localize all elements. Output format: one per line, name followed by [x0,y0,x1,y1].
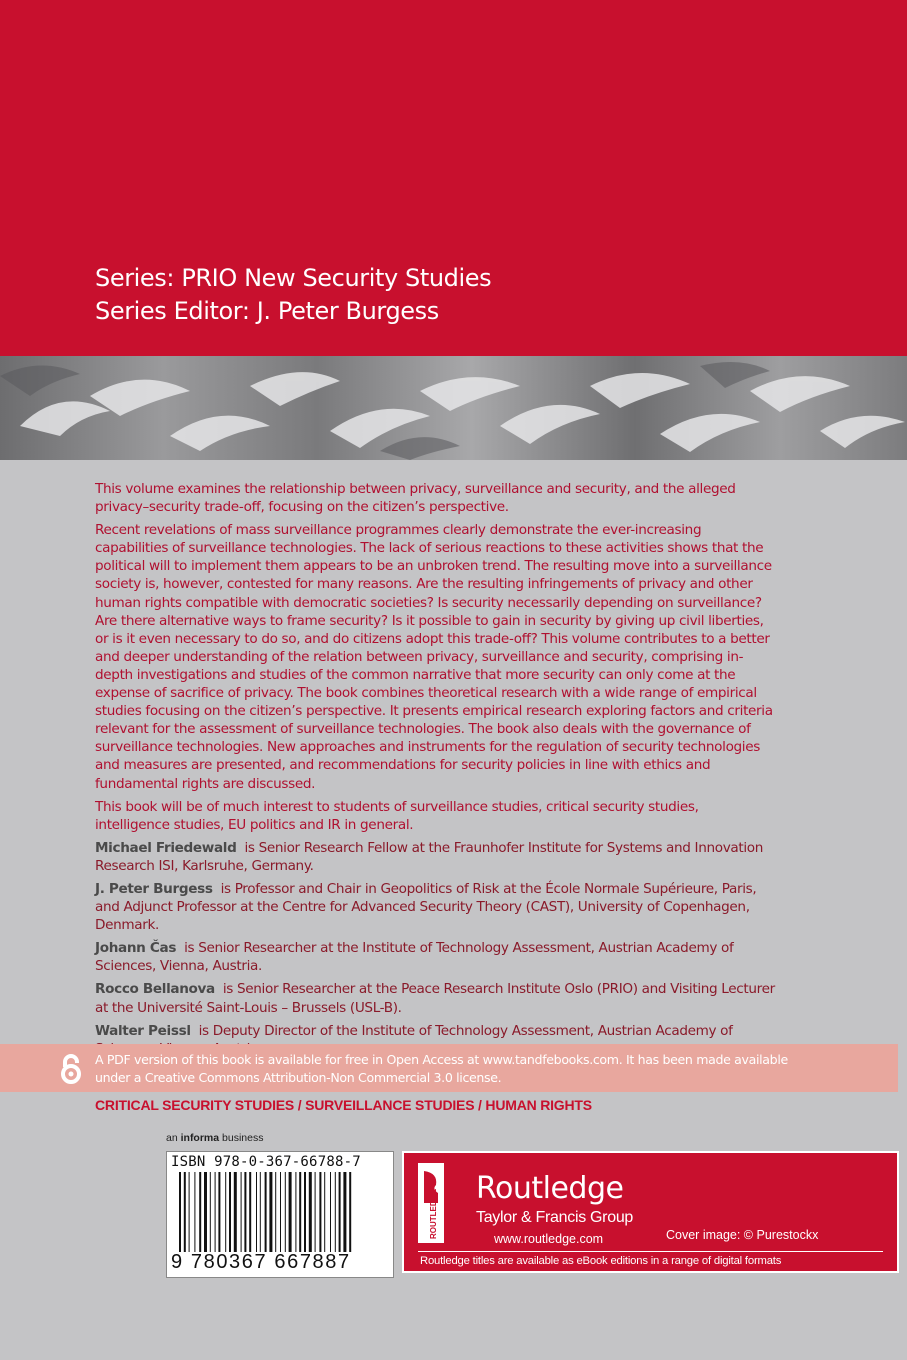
author-name: Walter Peissl [95,1022,191,1039]
series-info [95,262,491,328]
barcode-bar [269,1172,272,1252]
publisher-name: Routledge [476,1171,624,1206]
barcode-bar [324,1172,325,1252]
publisher-url: www.routledge.com [494,1232,604,1246]
barcode-bars [171,1172,387,1252]
barcode-bar [199,1172,201,1252]
barcode-bar [249,1172,251,1252]
barcode-bar [275,1172,276,1252]
blurb-paragraph: Recent revelations of mass surveillance programmes clearly demonstrate the ever-increasing capabilities of surveillance technologies. The lack of serious reactions to these activities shows that the political will to implement them appears to be an unbroken trend. The resulting move into a surveillance society is, however, contested for many reasons. Are the resulting infringements of privacy and other human rights compatible with democratic societies? Is security necessarily depending on surveillance? Are there alternative ways to frame security? Is it possible to gain in security by giving up civil liberties, or is it even necessary to do so, and do citizens adopt this trade-off? This volume contributes to a better and deeper understanding of the relation between privacy, surveillance and security, comprising in-depth investigations and studies of the common narrative that more security can only come at the expense of sacrifice of privacy. The book combines theoretical research with a wide range of empirical studies focusing on the citizen’s perspective. It presents empirical research exploring factors and criteria relevant for the assessment of surveillance technologies. The book also deals with the governance of surveillance technologies. New approaches and instruments for the regulation of security technologies and measures are presented, and recommendations for security policies in line with ethics and fundamental rights are discussed. [95,522,773,792]
author-name: J. Peter Burgess [95,880,213,897]
barcode-bar [295,1172,296,1252]
barcode-bar [234,1172,237,1252]
blurb-paragraph: This book will be of much interest to students of surveillance studies, critical security studies, intelligence studies, EU politics and IR in general. [95,798,699,833]
ebook-note: Routledge titles are available as eBook editions in a range of digital formats [420,1255,782,1267]
barcode-bar [179,1172,181,1252]
author-name: Michael Friedewald [95,839,237,856]
barcode-bar [229,1172,231,1252]
author-bio-text: is Senior Research Fellow at the Fraunhofer Institute for Systems and Innovation Research ISI, Karlsruhe, Germany. [95,839,764,874]
birds-photo-band [0,356,907,460]
barcode-bar [285,1172,286,1252]
barcode-bar [319,1172,321,1252]
informa-suffix: business [222,1132,264,1144]
open-access-notice [95,1051,815,1087]
barcode-bar [339,1172,341,1252]
barcode-bar [210,1172,211,1252]
barcode-bar [241,1172,242,1252]
isbn-barcode [166,1151,394,1278]
subject-categories: CRITICAL SECURITY STUDIES / SURVEILLANCE STUDIES / HUMAN RIGHTS [95,1097,592,1113]
barcode-bar [204,1172,207,1252]
ean-digits: 9 780367 667887 [171,1251,351,1273]
barcode-bar [335,1172,336,1252]
open-access-line: under a Creative Commons Attribution-Non Commercial 3.0 license. [95,1070,502,1085]
barcode-bar [280,1172,281,1252]
barcode-bar [299,1172,301,1252]
divider [418,1251,883,1252]
author-bio [95,980,775,1016]
barcode-bar [256,1172,257,1252]
barcode-bar [244,1172,246,1252]
informa-business-label [166,1132,264,1144]
birds-image [0,356,907,460]
author-bio [95,839,775,875]
author-bio-text: is Senior Researcher at the Peace Research Institute Oslo (PRIO) and Visiting Lecturer at the Université Saint-Louis – Brussels (USL-B). [95,981,775,1016]
barcode-bar [265,1172,267,1252]
informa-prefix: an [166,1132,178,1144]
series-editor: Series Editor: J. Peter Burgess [95,297,439,325]
barcode-bar [189,1172,190,1252]
barcode-bar [215,1172,216,1252]
barcode-bar [260,1172,261,1252]
open-access-line: A PDF version of this book is available for free in Open Access at www.tandfebooks.com. It has been made available [95,1052,788,1067]
series-title: Series: PRIO New Security Studies [95,264,492,292]
open-access-icon [56,1053,86,1085]
barcode-bar [315,1172,316,1252]
routledge-logo-icon [418,1163,444,1243]
author-bio-text: is Senior Researcher at the Institute of Technology Assessment, Austrian Academy of Sciences, Vienna, Austria. [95,940,734,975]
barcode-bar [225,1172,226,1252]
barcode-bar [349,1172,351,1252]
barcode-bar [218,1172,220,1252]
author-bio [95,939,775,975]
publisher-panel [402,1151,899,1273]
author-name: Johann Čas [95,940,177,957]
publisher-group: Taylor & Francis Group [476,1209,634,1226]
isbn-label: ISBN 978-0-367-66788-7 [171,1154,361,1170]
barcode-bar [330,1172,331,1252]
informa-brand: informa [180,1132,220,1144]
author-name: Rocco Bellanova [95,981,215,998]
author-bio-text: is Deputy Director of the Institute of Technology Assessment, Austrian Academy of [198,1022,733,1039]
routledge-logo-text: ROUTLEDGE [429,1188,438,1239]
barcode-bar [304,1172,306,1252]
blurb-paragraph: This volume examines the relationship between privacy, surveillance and security, and the alleged privacy–security trade-off, focusing on the citizen’s perspective. [95,481,736,516]
cover-image-credit: Cover image: © Purestockx [666,1228,819,1242]
barcode-bar [343,1172,346,1252]
barcode-bar [289,1172,292,1252]
author-bio [95,880,775,934]
barcode-bar [194,1172,195,1252]
barcode-bar [309,1172,312,1252]
author-bio-text: is Professor and Chair in Geopolitics of Risk at the École Normale Supérieure, Paris, and Adjunct Professor at the Centre for Advanced Security Theory (CAST), University of Copenhagen, Denmark. [95,880,757,934]
blurb [95,480,775,1063]
barcode-bar [184,1172,186,1252]
